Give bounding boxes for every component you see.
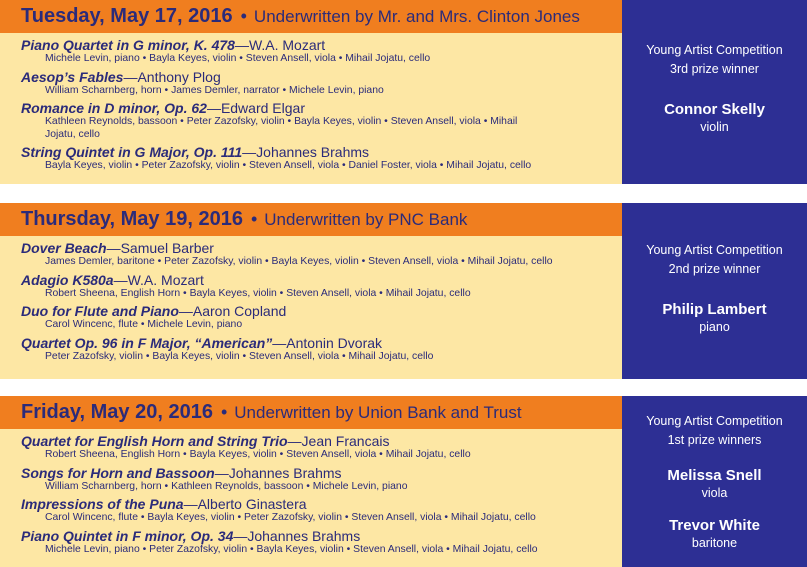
piece-title: Quartet for English Horn and String Trio (21, 433, 288, 449)
prize-label: 3rd prize winner (670, 62, 759, 76)
bullet-separator: • (240, 6, 247, 26)
program-item (21, 465, 622, 494)
piece-composer: —Anthony Plog (123, 68, 221, 85)
piece-title: Piano Quartet in G minor, K. 478 (21, 37, 235, 53)
concert-sponsor: Underwritten by Mr. and Mrs. Clinton Jones (253, 6, 580, 26)
program-item (21, 144, 622, 173)
performers: Peter Zazofsky, violin • Bayla Keyes, violin • Steven Ansell, viola • Mihail Jojatu, cello (45, 350, 434, 362)
young-artist-panel (622, 0, 807, 184)
concert-sponsor: Underwritten by Union Bank and Trust (234, 402, 522, 422)
performers: James Demler, baritone • Peter Zazofsky, violin • Bayla Keyes, violin • Steven Ansell, viola • Mihail Jojatu, cello (45, 256, 553, 267)
piece-title: Adagio K580a (21, 271, 114, 288)
piece-composer: —Alberto Ginastera (183, 496, 307, 512)
competition-label: Young Artist Competition (646, 414, 783, 428)
concert-tuesday (0, 0, 807, 184)
prize-label: 1st prize winners (667, 433, 762, 447)
piece-title: Dover Beach (21, 240, 107, 256)
concert-date: Thursday, May 19, 2016 (21, 208, 243, 230)
concert-header (0, 396, 622, 429)
piece-composer: —Samuel Barber (106, 240, 214, 256)
program-item (21, 69, 622, 98)
young-artist-panel (622, 203, 807, 379)
performers: Robert Sheena, English Horn • Bayla Keyes, violin • Steven Ansell, viola • Mihail Jojatu, cello (45, 449, 471, 460)
performers: Carol Wincenc, flute • Bayla Keyes, violin • Peter Zazofsky, violin • Steven Ansell, viola • Mihail Jojatu, cello (45, 512, 536, 523)
program-item (21, 272, 622, 301)
winner-name: Trevor White (669, 517, 760, 534)
concert-thursday (0, 203, 807, 379)
young-artist-panel (622, 396, 807, 567)
program-item (21, 528, 622, 557)
program-list (0, 429, 622, 567)
program-item (21, 303, 622, 332)
competition-label: Young Artist Competition (646, 43, 783, 57)
piece-composer: —Aaron Copland (178, 303, 287, 319)
piece-title: Duo for Flute and Piano (21, 303, 179, 319)
winner-name: Philip Lambert (662, 301, 767, 318)
program-item (21, 37, 622, 66)
performers: Michele Levin, piano • Peter Zazofsky, violin • Bayla Keyes, violin • Steven Ansell, viola • Mihail Jojatu, cello (45, 543, 538, 555)
program-list (0, 33, 622, 184)
performers: Bayla Keyes, violin • Peter Zazofsky, violin • Steven Ansell, viola • Daniel Foster, viola • Mihail Jojatu, cello (45, 160, 532, 171)
program-item (21, 433, 622, 462)
piece-composer: —Johannes Brahms (214, 464, 342, 481)
performers: William Scharnberg, horn • James Demler, narrator • Michele Levin, piano (45, 84, 384, 96)
concert-header (0, 0, 622, 33)
concert-sponsor: Underwritten by PNC Bank (264, 209, 468, 229)
performers: Michele Levin, piano • Bayla Keyes, violin • Steven Ansell, viola • Mihail Jojatu, cello (45, 53, 431, 64)
piece-composer: —W.A. Mozart (234, 37, 326, 53)
concert-friday (0, 396, 807, 567)
prize-label: 2nd prize winner (668, 262, 761, 276)
program-item (21, 100, 622, 141)
concert-date: Tuesday, May 17, 2016 (21, 5, 233, 27)
piece-title: Quartet Op. 96 in F Major, “American” (21, 334, 273, 351)
program-item (21, 240, 622, 269)
performers: William Scharnberg, horn • Kathleen Reynolds, bassoon • Michele Levin, piano (45, 480, 408, 492)
bullet-separator: • (250, 209, 258, 229)
winner-instrument: baritone (691, 536, 738, 550)
concert-date: Friday, May 20, 2016 (21, 401, 213, 423)
concert-header (0, 203, 622, 236)
program-item (21, 335, 622, 364)
piece-composer: —W.A. Mozart (113, 271, 204, 288)
piece-composer: —Jean Francais (287, 433, 390, 449)
piece-title: Impressions of the Puna (21, 496, 184, 512)
piece-composer: —Antonin Dvorak (272, 334, 383, 351)
piece-composer: —Edward Elgar (206, 100, 305, 116)
winner-name: Melissa Snell (667, 467, 762, 484)
performers: Carol Wincenc, flute • Michele Levin, piano (45, 319, 243, 330)
piece-title: String Quintet in G Major, Op. 111 (21, 144, 243, 160)
winner-name: Connor Skelly (664, 101, 765, 118)
piece-title: Romance in D minor, Op. 62 (21, 100, 207, 116)
program-list (0, 236, 622, 379)
piece-title: Piano Quintet in F minor, Op. 34 (21, 527, 234, 544)
piece-composer: —Johannes Brahms (242, 144, 370, 160)
winner-instrument: viola (701, 486, 728, 500)
piece-title: Aesop’s Fables (21, 68, 124, 85)
competition-label: Young Artist Competition (646, 243, 783, 257)
winner-instrument: piano (699, 320, 730, 334)
program-item (21, 496, 622, 525)
bullet-separator: • (220, 402, 228, 422)
performers: Kathleen Reynolds, bassoon • Peter Zazofsky, violin • Bayla Keyes, violin • Steven Ansell, viola • Mihail Jojatu, cello (45, 116, 518, 140)
piece-composer: —Johannes Brahms (233, 527, 361, 544)
piece-title: Songs for Horn and Bassoon (21, 464, 215, 481)
performers: Robert Sheena, English Horn • Bayla Keyes, violin • Steven Ansell, viola • Mihail Jojatu, cello (45, 287, 471, 299)
winner-instrument: violin (700, 120, 729, 134)
